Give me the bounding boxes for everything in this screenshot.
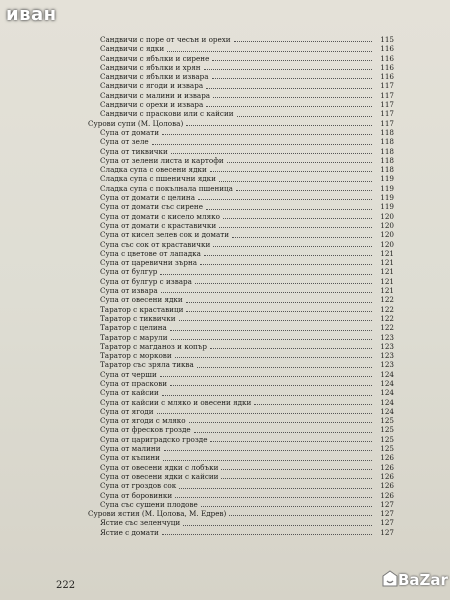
toc-entry-page: 123: [380, 332, 394, 342]
toc-entry-page: 124: [380, 397, 394, 407]
toc-entry-title: Супа със сушени плодове: [100, 499, 198, 509]
toc-entry-title: Супа от извара: [100, 286, 158, 296]
toc-entry-page: 122: [380, 304, 394, 314]
toc-entry-title: Таратор с марули: [100, 332, 168, 342]
toc-entry-page: 118: [380, 155, 394, 165]
toc-entry-title: Таратор със зряла тиква: [100, 360, 194, 370]
toc-entry-page: 125: [380, 444, 394, 454]
toc-entry-page: 119: [380, 183, 394, 193]
bazar-logo-watermark: [380, 567, 446, 595]
toc-entry-page: 121: [380, 267, 394, 277]
table-of-contents: [0, 35, 450, 537]
toc-entry-page: 116: [380, 62, 394, 72]
toc-entry-page: 119: [380, 193, 394, 203]
toc-entry-page: 124: [380, 388, 394, 398]
toc-entry-title: Сандвичи с праскови или с кайсии: [100, 109, 234, 119]
toc-entry-page: 122: [380, 323, 394, 333]
toc-entry-title: Супа от домати с целина: [100, 193, 195, 203]
toc-entry-page: 126: [380, 453, 394, 463]
toc-entry-title: Сандвичи с малини и извара: [100, 90, 211, 100]
toc-entry-title: Таратор с моркови: [100, 351, 172, 361]
toc-entry-title: Супа от черши: [100, 369, 157, 379]
toc-entry-page: 122: [380, 295, 394, 305]
toc-entry-title: Супа от домати с краставички: [100, 220, 217, 230]
toc-entry-page: 115: [380, 35, 394, 44]
toc-entry-page: 118: [380, 146, 394, 156]
toc-entry-title: Ястие с домати: [100, 527, 159, 537]
toc-entry-title: Сандвичи с ябълки и хрян: [100, 62, 201, 72]
toc-entry-title: Супа от боровинки: [100, 490, 173, 500]
toc-entry-page: 125: [380, 425, 394, 435]
toc-entry-page: 119: [380, 202, 394, 212]
toc-entry-page: 116: [380, 53, 394, 63]
toc-entry-page: 121: [380, 248, 394, 258]
toc-entry-title: Сладка супа с пшенични ядки: [100, 174, 216, 184]
page-number: 222: [56, 580, 76, 591]
toc-entry-title: Ястие със зеленчуци: [100, 518, 181, 528]
toc-entry-page: 120: [380, 239, 394, 249]
toc-entry-page: 127: [380, 509, 394, 519]
toc-entry-page: 117: [380, 81, 394, 91]
toc-entry-title: Сурови супи (М. Цолова): [88, 118, 184, 128]
toc-entry-page: 123: [380, 360, 394, 370]
toc-entry-page: 120: [380, 230, 394, 240]
toc-entry-title: Супа от ягоди с мляко: [100, 416, 186, 426]
toc-entry-page: 117: [380, 118, 394, 128]
toc-entry-page: 126: [380, 471, 394, 481]
toc-entry-page: 122: [380, 313, 394, 323]
toc-entry-page: 125: [380, 434, 394, 444]
toc-entry: [0, 388, 450, 397]
toc-entry-title: Супа от царевични зърна: [100, 258, 198, 268]
toc-entry-title: Супа от кайсии с мляко и овесени ядки: [100, 397, 252, 407]
toc-entry-page: 127: [380, 527, 394, 537]
toc-entry-title: Сандвичи с ябълки и извара: [100, 72, 209, 82]
toc-entry-title: Сандвичи с орехи и извара: [100, 100, 204, 110]
toc-entry-page: 116: [380, 44, 394, 54]
toc-entry-title: Супа от ягоди: [100, 406, 154, 416]
toc-entry-page: 119: [380, 174, 394, 184]
toc-entry-title: Сандвичи с поре от чесън и орехи: [100, 35, 231, 44]
toc-entry-title: Супа от зеле: [100, 137, 149, 147]
toc-entry-title: Супа от къпини: [100, 453, 160, 463]
toc-entry: [0, 221, 450, 230]
toc-entry-title: Сандвичи с ябълки и сирене: [100, 53, 210, 63]
toc-entry-title: Супа от домати с кисело мляко: [100, 211, 220, 221]
toc-entry-title: Супа от цариградско грозде: [100, 434, 208, 444]
toc-entry: [0, 500, 450, 509]
toc-entry-page: 117: [380, 90, 394, 100]
toc-entry-title: Супа от фресков грозде: [100, 425, 191, 435]
toc-entry: [0, 147, 450, 156]
toc-entry-title: Супа от гроздов сок: [100, 481, 177, 491]
toc-entry-page: 124: [380, 369, 394, 379]
toc-entry-title: Супа от кайсии: [100, 388, 159, 398]
toc-entry-page: 118: [380, 137, 394, 147]
toc-entry-page: 121: [380, 258, 394, 268]
toc-entry-title: Супа от тиквички: [100, 146, 168, 156]
toc-entry-page: 118: [380, 165, 394, 175]
toc-entry-title: Сандвичи с ягоди и извара: [100, 81, 204, 91]
bazar-logo-text: BaZar: [398, 571, 448, 589]
toc-entry-page: 127: [380, 499, 394, 509]
toc-entry: [0, 174, 450, 183]
toc-entry: [0, 100, 450, 109]
toc-entry-title: Таратор с тиквички: [100, 313, 176, 323]
toc-entry-title: Супа със сок от краставички: [100, 239, 211, 249]
toc-entry-page: 120: [380, 211, 394, 221]
toc-entry-title: Супа от булгур с извара: [100, 276, 192, 286]
toc-entry-page: 127: [380, 518, 394, 528]
toc-entry-title: Супа от булгур: [100, 267, 158, 277]
toc-entry-title: Супа от кисел зелев сок и домати: [100, 230, 230, 240]
toc-entry-title: Сладка супа с овесени ядки: [100, 165, 207, 175]
toc-entry-title: Супа от праскови: [100, 378, 168, 388]
toc-entry-title: Супа от овесени ядки с лобъки: [100, 462, 219, 472]
toc-entry-page: 118: [380, 127, 394, 137]
toc-entry-page: 117: [380, 100, 394, 110]
toc-entry-title: Супа от домати със сирене: [100, 202, 203, 212]
toc-entry-title: Таратор с магданоз и копър: [100, 341, 207, 351]
toc-entry-page: 121: [380, 286, 394, 296]
toc-entry-title: Сурови ястия (М. Цолова, М. Едрев): [88, 509, 227, 519]
toc-entry-title: Сандвичи с ядки: [100, 44, 165, 54]
toc-entry-title: Супа от домати: [100, 127, 160, 137]
toc-entry-title: Таратор с целина: [100, 323, 167, 333]
toc-entry-leader-dots: [162, 525, 372, 535]
toc-entry-page: 126: [380, 490, 394, 500]
toc-entry-page: 120: [380, 220, 394, 230]
toc-entry-page: 126: [380, 462, 394, 472]
toc-entry-title: Супа от зелени листа и картофи: [100, 155, 224, 165]
toc-entry-page: 124: [380, 406, 394, 416]
toc-entry-title: Супа с цветове от лападка: [100, 248, 201, 258]
toc-entry-title: Супа от малини: [100, 444, 161, 454]
toc-entry-page: 124: [380, 378, 394, 388]
toc-entry-title: Сладка супа с покълнала пшеница: [100, 183, 233, 193]
bazar-logo-icon: [380, 569, 400, 589]
toc-entry-title: Супа от овесени ядки с кайсии: [100, 471, 219, 481]
toc-entry-page: 116: [380, 72, 394, 82]
toc-entry-page: 126: [380, 481, 394, 491]
toc-entry-title: Супа от овесени ядки: [100, 295, 183, 305]
toc-entry: [0, 528, 450, 537]
toc-entry-page: 123: [380, 341, 394, 351]
toc-entry-page: 123: [380, 351, 394, 361]
toc-entry-page: 121: [380, 276, 394, 286]
toc-entry-title: Таратор с краставици: [100, 304, 184, 314]
watermark-username: иван: [6, 4, 57, 25]
toc-entry-page: 117: [380, 109, 394, 119]
toc-entry-page: 125: [380, 416, 394, 426]
